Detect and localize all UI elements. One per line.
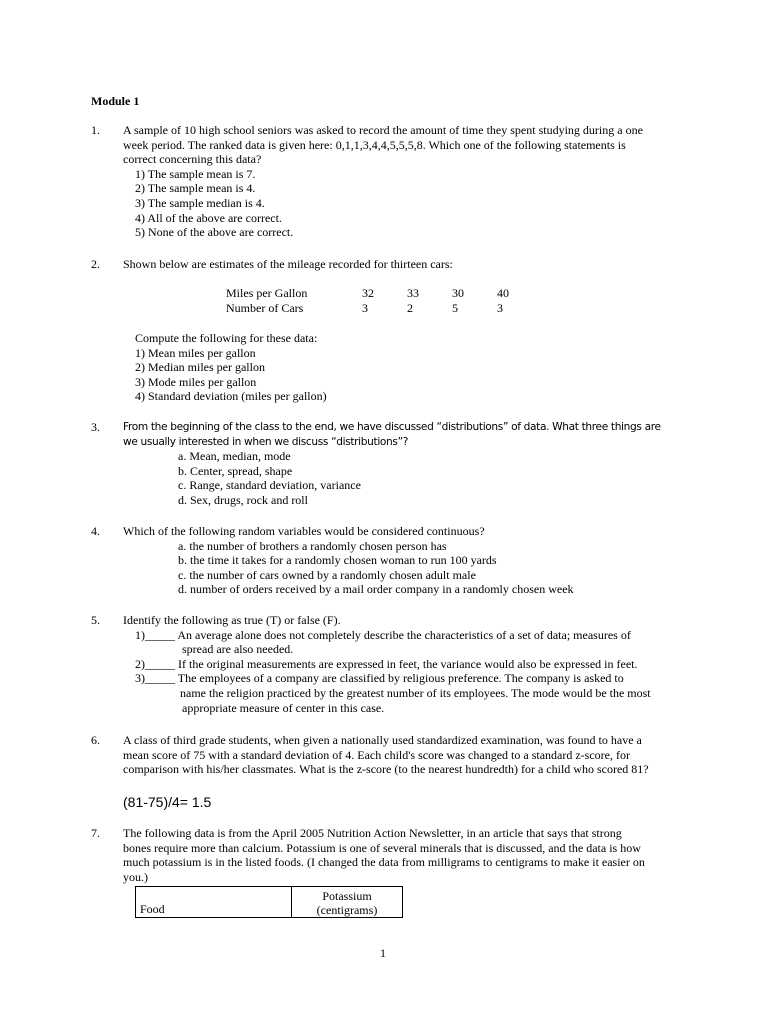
column-header-food: Food xyxy=(136,887,292,918)
page-number: 1 xyxy=(380,946,386,960)
answer-option: d. Sex, drugs, rock and roll xyxy=(178,492,308,507)
question-number: 3. xyxy=(91,420,100,434)
question-text-line: From the beginning of the class to the end, we have discussed “distributions” of data. What three things are xyxy=(123,421,661,433)
question-text-line: we usually interested in when we discuss “distributions”? xyxy=(123,435,408,448)
column-header-potassium xyxy=(292,887,403,918)
answer-option: 4) Standard deviation (miles per gallon) xyxy=(135,389,327,404)
answer-option: 5) None of the above are correct. xyxy=(135,225,294,240)
answer-option: 2) Median miles per gallon xyxy=(135,360,265,375)
table-cell: 33 xyxy=(407,286,419,300)
table-row xyxy=(226,286,542,301)
answer-option: 1) The sample mean is 7. xyxy=(135,166,256,181)
question-text-line: week period. The ranked data is given here: 0,1,1,3,4,4,5,5,5,8. Which one of the following statements is xyxy=(123,137,626,152)
table-header-row xyxy=(136,887,403,918)
answer-option: 1) Mean miles per gallon xyxy=(135,345,256,360)
question-text-line: you.) xyxy=(123,869,148,884)
answer-option: d. number of orders received by a mail order company in a randomly chosen week xyxy=(178,582,574,597)
potassium-table xyxy=(135,886,403,918)
true-false-item-continued: spread are also needed. xyxy=(182,642,294,657)
question-text-line: Compute the following for these data: xyxy=(135,331,318,345)
mileage-table xyxy=(226,286,542,316)
answer-option: b. Center, spread, shape xyxy=(178,463,293,478)
row-label: Number of Cars xyxy=(226,301,304,315)
question-number: 7. xyxy=(91,826,100,840)
true-false-item-continued: appropriate measure of center in this case. xyxy=(182,700,385,715)
answer-option: b. the time it takes for a randomly chosen woman to run 100 yards xyxy=(178,553,497,568)
question-text-line: comparison with his/her classmates. What is the z-score (to the nearest hundredth) for a child who scored 81? xyxy=(123,762,649,777)
row-label: Miles per Gallon xyxy=(226,286,308,300)
answer-option: 3) Mode miles per gallon xyxy=(135,374,257,389)
true-false-item: 3)_____ The employees of a company are classified by religious preference. The company is asked to xyxy=(135,671,624,686)
question-text-line: Which of the following random variables would be considered continuous? xyxy=(123,524,485,538)
question-number: 5. xyxy=(91,613,100,627)
question-text-line: A sample of 10 high school seniors was asked to record the amount of time they spent studying during a one xyxy=(123,123,643,137)
table-cell: 2 xyxy=(407,301,413,315)
question-text-line: The following data is from the April 2005 Nutrition Action Newsletter, in an article that says that strong xyxy=(123,826,622,840)
question-text-line: mean score of 75 with a standard deviation of 4. Each child's score was changed to a standard z-score, for xyxy=(123,747,630,762)
table-cell: 40 xyxy=(497,286,509,300)
table-cell: 5 xyxy=(452,301,458,315)
module-title: Module 1 xyxy=(91,94,140,108)
answer-option: 3) The sample median is 4. xyxy=(135,195,265,210)
question-text-line: Identify the following as true (T) or false (F). xyxy=(123,613,341,627)
answer-option: c. the number of cars owned by a randomly chosen adult male xyxy=(178,567,476,582)
header-line: (centigrams) xyxy=(316,903,378,917)
question-text-line: correct concerning this data? xyxy=(123,152,262,167)
header-line: Potassium xyxy=(322,889,372,903)
question-text: Shown below are estimates of the mileage recorded for thirteen cars: xyxy=(123,257,453,271)
answer-option: a. Mean, median, mode xyxy=(178,449,291,464)
question-number: 2. xyxy=(91,257,100,271)
question-text-line: bones require more than calcium. Potassium is one of several minerals that is discussed, and the data is how xyxy=(123,840,641,855)
question-number: 1. xyxy=(91,123,100,137)
answer-option: 4) All of the above are correct. xyxy=(135,210,282,225)
true-false-item-continued: name the religion practiced by the greatest number of its employees. The mode would be the most xyxy=(180,685,651,700)
true-false-item: 1)_____ An average alone does not completely describe the characteristics of a set of data; measures of xyxy=(135,627,631,642)
table-cell: 30 xyxy=(452,286,464,300)
true-false-item: 2)_____ If the original measurements are expressed in feet, the variance would also be expressed in feet. xyxy=(135,656,638,671)
table-row xyxy=(226,301,542,316)
answer-option: 2) The sample mean is 4. xyxy=(135,181,256,196)
question-text-line: much potassium is in the listed foods. (I changed the data from milligrams to centigrams to make it easier on xyxy=(123,855,645,870)
question-number: 4. xyxy=(91,524,100,538)
table-cell: 32 xyxy=(362,286,374,300)
question-text-line: A class of third grade students, when given a nationally used standardized examination, was found to have a xyxy=(123,733,642,747)
table-cell: 3 xyxy=(497,301,503,315)
handwritten-answer: (81-75)/4= 1.5 xyxy=(123,794,212,810)
question-number: 6. xyxy=(91,733,100,747)
answer-option: c. Range, standard deviation, variance xyxy=(178,478,361,493)
answer-option: a. the number of brothers a randomly chosen person has xyxy=(178,538,447,553)
table-cell: 3 xyxy=(362,301,368,315)
